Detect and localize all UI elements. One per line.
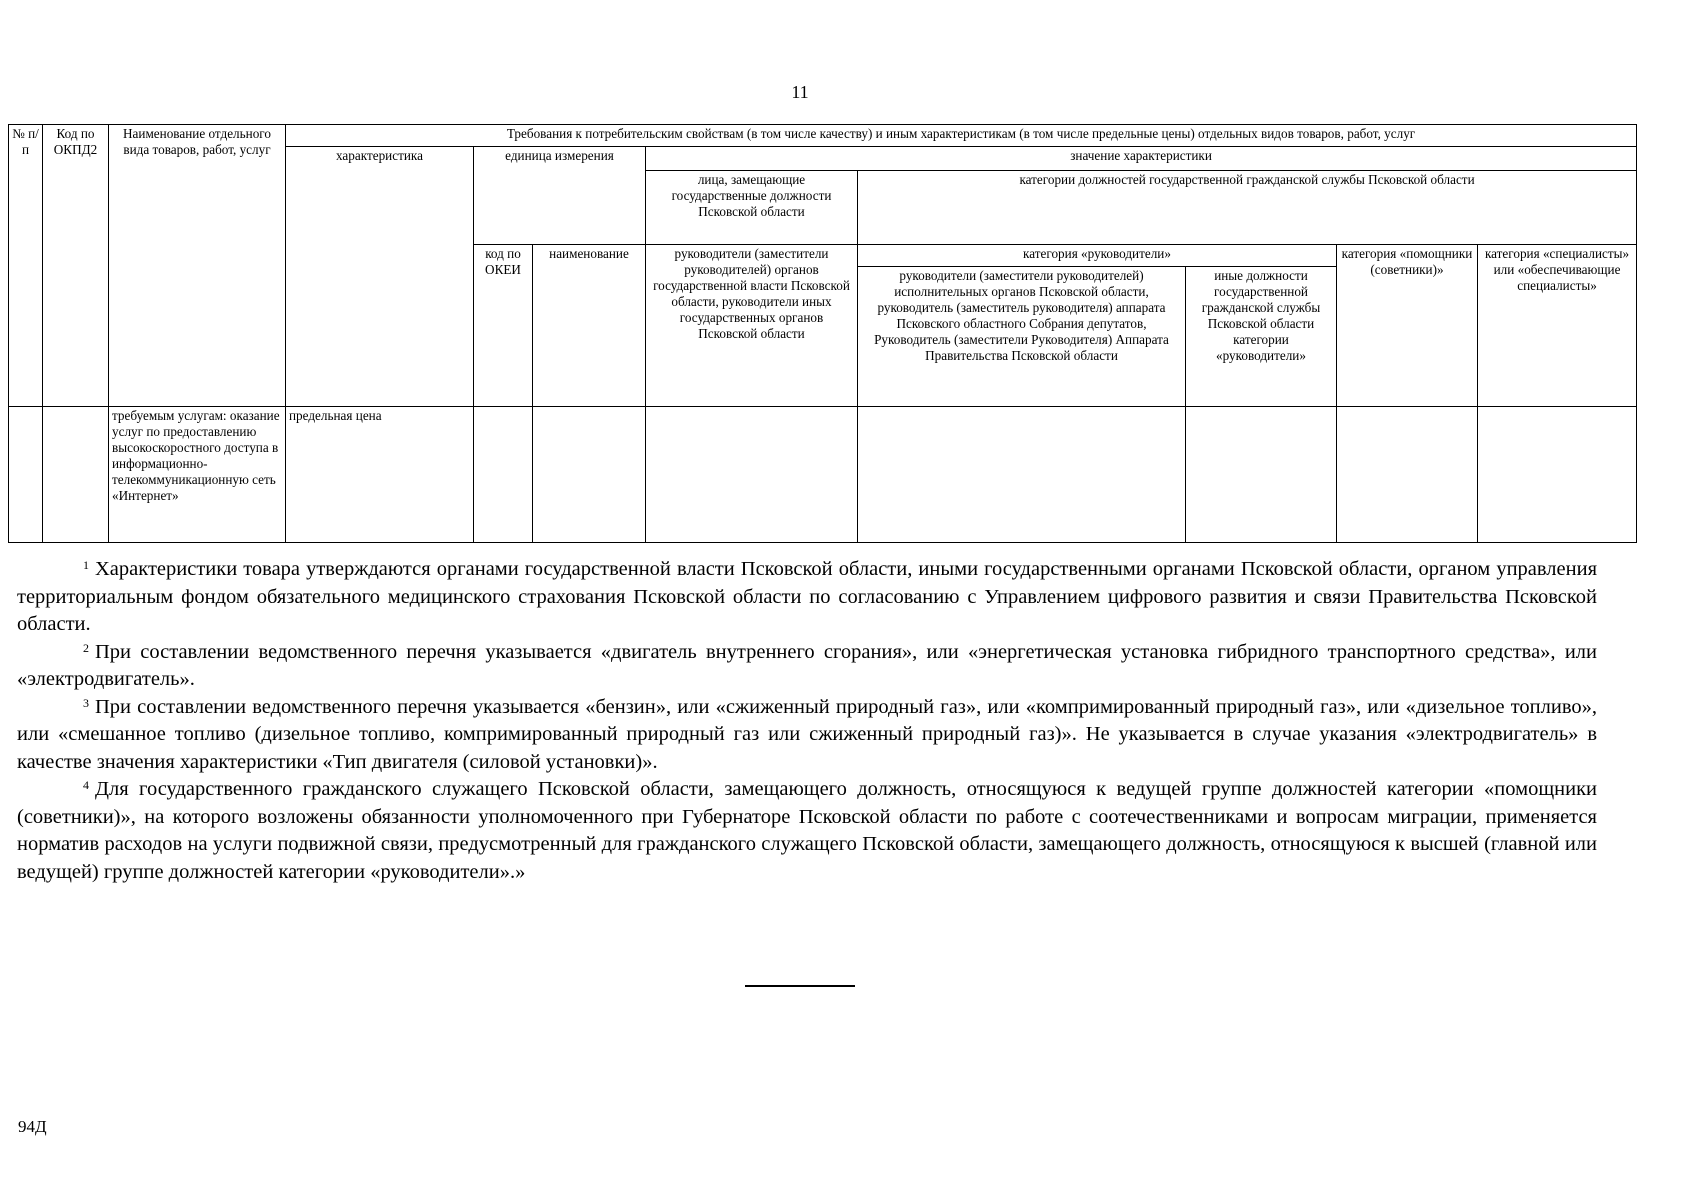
footnote-mark: 2: [83, 640, 89, 655]
cell-state-heads: [646, 407, 858, 543]
table-row: [9, 407, 1637, 543]
header-requirements: Требования к потребительским свойствам (в том числе качеству) и иным характеристикам (в том числе предельные цены) отдельных видов товаров, работ, услуг: [286, 125, 1637, 147]
cell-num: [9, 407, 43, 543]
header-num: № п/п: [9, 125, 43, 407]
cell-okpd: [43, 407, 109, 543]
header-okei: код по ОКЕИ: [474, 245, 533, 407]
end-divider: [745, 985, 855, 987]
footnote-text: При составлении ведомственного перечня указывается «бензин», или «сжиженный природный газ», или «компримированный природный газ», или «дизельное топливо», или «смешанное топливо (дизельное топливо, компримированный природный газ или сжиженный природный газ)». Не указывается в случае указания «электродвигатель» в качестве значения характеристики «Тип двигателя (силовой установки)».: [17, 695, 1597, 773]
header-cat-specialists: категория «специалисты» или «обеспечивающие специалисты»: [1478, 245, 1637, 407]
header-heads-exec: руководители (заместители руководителей) исполнительных органов Псковской области, руководитель (заместитель руководителя) аппарата Псковского областного Собрания депутатов, Руководитель (заместители Руководителя) Аппарата Правительства Псковской области: [858, 267, 1186, 407]
footnote-mark: 3: [83, 695, 89, 710]
header-cat-heads: категория «руководители»: [858, 245, 1337, 267]
header-unit-name: наименование: [533, 245, 646, 407]
footnote-2: [17, 639, 1597, 694]
header-unit: единица измерения: [474, 147, 646, 245]
cell-unit-name: [533, 407, 646, 543]
header-characteristic: характеристика: [286, 147, 474, 407]
footnote-1: [17, 556, 1597, 639]
footnote-text: Характеристики товара утверждаются органами государственной власти Псковской области, иными государственными органами Псковской области, органом управления территориальным фондом обязательного медицинского страхования Псковской области по согласованию с Управлением цифрового развития и связи Правительства Псковской области.: [17, 558, 1597, 635]
footnote-4: [17, 776, 1597, 886]
footnote-3: [17, 694, 1597, 777]
cell-heads-exec: [858, 407, 1186, 543]
cell-name: требуемым услугам: оказание услуг по предоставлению высокоскоростного доступа в информационно-телекоммуникационную сеть «Интернет»: [109, 407, 286, 543]
header-cat-assistants: категория «помощники (советники)»: [1337, 245, 1478, 407]
header-value: значение характеристики: [646, 147, 1637, 171]
cell-characteristic: предельная цена: [286, 407, 474, 543]
header-name: Наименование отдельного вида товаров, работ, услуг: [109, 125, 286, 407]
page-number: 11: [791, 82, 809, 102]
footnotes: [17, 556, 1597, 886]
requirements-table: [8, 124, 1637, 543]
header-okpd: Код по ОКПД2: [43, 125, 109, 407]
cell-okei: [474, 407, 533, 543]
footnote-mark: 1: [83, 558, 89, 572]
cell-heads-other: [1186, 407, 1337, 543]
cell-specialists: [1478, 407, 1637, 543]
footnote-text: Для государственного гражданского служащего Псковской области, замещающего должность, относящуюся к ведущей группе должностей категории «помощники (советники)», на которого возложены обязанности уполномоченного при Губернаторе Псковской области по работе с соотечественниками и вопросам миграции, применяется норматив расходов на услуги подвижной связи, предусмотренный для гражданского служащего Псковской области, замещающего должность, относящуюся к высшей (главной или ведущей) группе должностей категории «руководители».»: [17, 778, 1597, 883]
footnote-text: При составлении ведомственного перечня указывается «двигатель внутреннего сгорания», или «энергетическая установка гибридного транспортного средства», или «электродвигатель».: [17, 640, 1597, 690]
header-state-heads: руководители (заместители руководителей) органов государственной власти Псковской области, руководители иных государственных органов Псковской области: [646, 245, 858, 407]
header-state-positions: лица, замещающие государственные должности Псковской области: [646, 171, 858, 245]
document-code: 94Д: [18, 1117, 47, 1136]
cell-assistants: [1337, 407, 1478, 543]
footnote-mark: 4: [83, 778, 89, 792]
header-heads-other: иные должности государственной гражданской службы Псковской области категории «руководители»: [1186, 267, 1337, 407]
header-civil-categories: категории должностей государственной гражданской службы Псковской области: [858, 171, 1637, 245]
